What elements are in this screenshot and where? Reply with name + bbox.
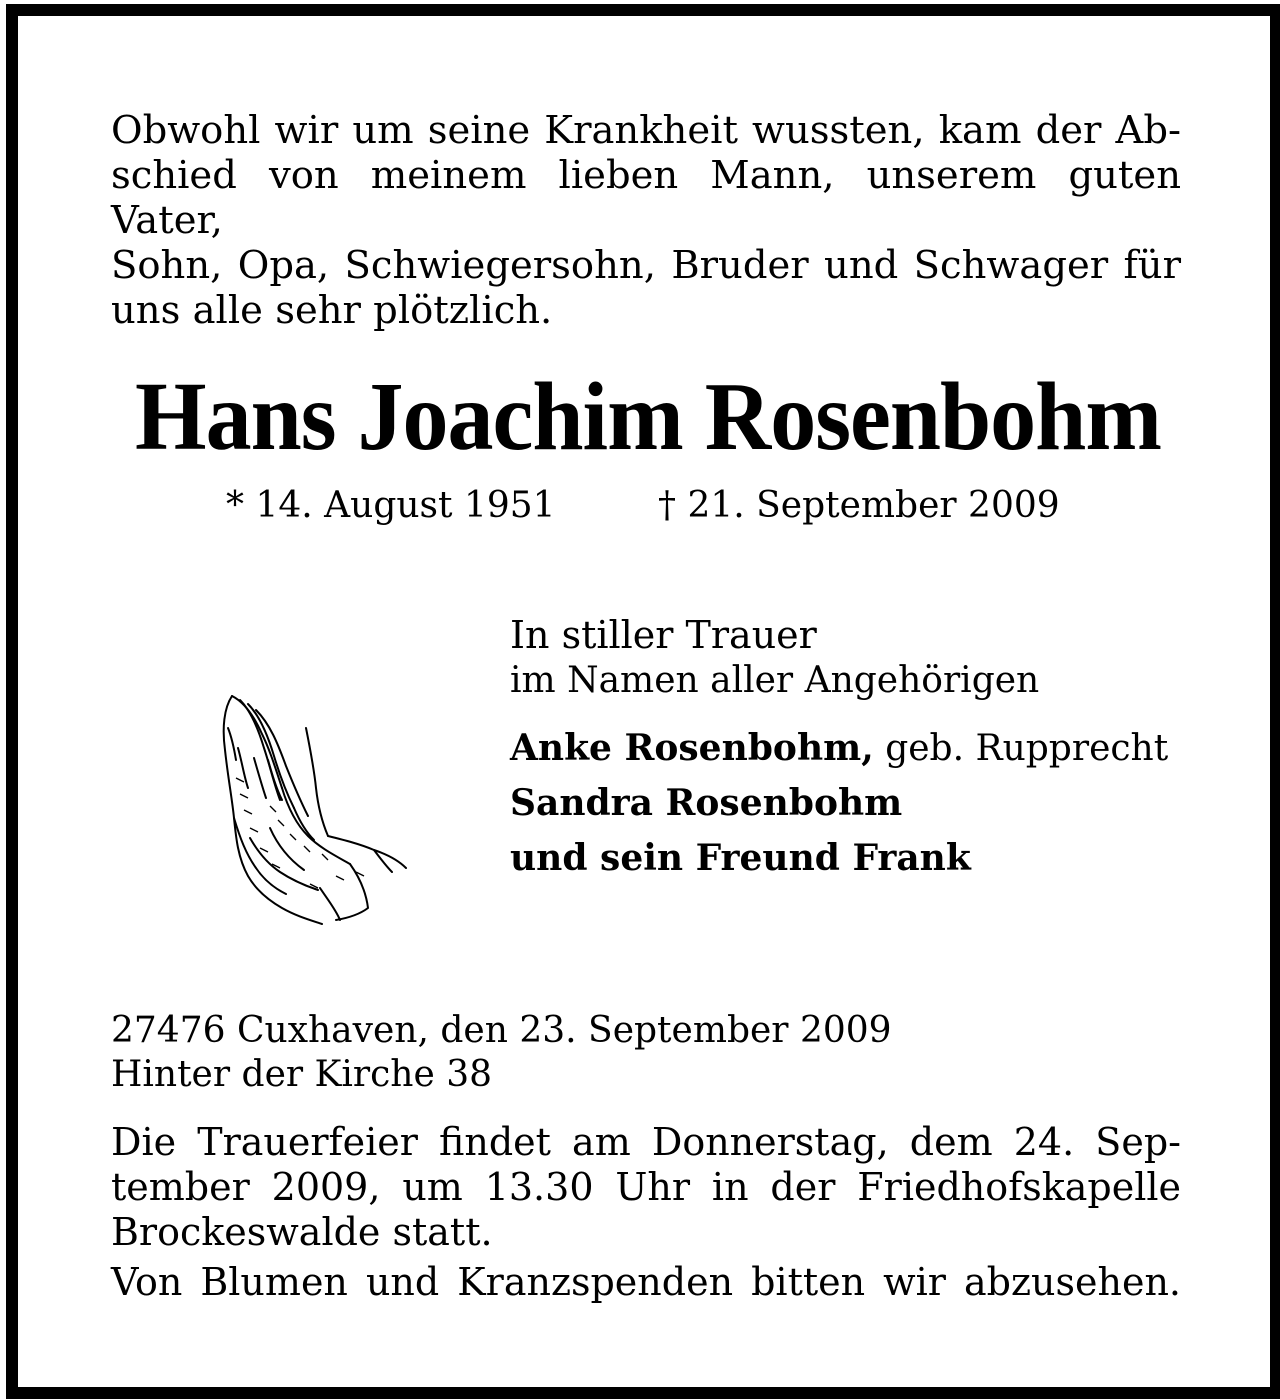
birth-date: * 14. August 1951	[226, 485, 556, 526]
praying-hands-icon	[210, 688, 410, 928]
mourner-name: und sein Freund Frank	[510, 837, 971, 879]
mourner-line	[510, 721, 1168, 776]
intro-text	[111, 108, 1181, 333]
mourning-heading: In stiller Trauer	[510, 613, 817, 657]
address-block	[111, 1009, 892, 1097]
intro-line: Obwohl wir um seine Krankheit wussten, kam der Ab-	[111, 108, 1181, 153]
mourner-line	[510, 776, 1168, 831]
ceremony-line: Die Trauerfeier findet am Donnerstag, dem 24. Sep-	[111, 1120, 1181, 1164]
mourner-name: Anke Rosenbohm,	[510, 727, 874, 769]
flowers-request: Von Blumen und Kranzspenden bitten wir abzusehen.	[111, 1260, 1181, 1304]
obituary-notice	[6, 4, 1280, 1399]
ceremony-line: Brockeswalde statt.	[111, 1210, 493, 1254]
place-date: 27476 Cuxhaven, den 23. September 2009	[111, 1010, 892, 1051]
deceased-name: Hans Joachim Rosenbohm	[135, 361, 1161, 471]
mourner-name: Sandra Rosenbohm	[510, 782, 903, 824]
ceremony-line: tember 2009, um 13.30 Uhr in der Friedhofskapelle	[111, 1165, 1181, 1209]
ceremony-text	[111, 1120, 1181, 1255]
mourner-note: geb. Rupprecht	[873, 728, 1169, 769]
death-date: † 21. September 2009	[658, 485, 1060, 526]
street-address: Hinter der Kirche 38	[111, 1054, 493, 1095]
intro-line: uns alle sehr plötzlich.	[111, 288, 553, 333]
mourner-names	[510, 721, 1168, 886]
mourning-subheading: im Namen aller Angehörigen	[510, 660, 1040, 701]
mourner-line	[510, 831, 1168, 886]
intro-line: schied von meinem lieben Mann, unserem guten Vater,	[111, 153, 1181, 243]
intro-line: Sohn, Opa, Schwiegersohn, Bruder und Schwager für	[111, 243, 1181, 288]
